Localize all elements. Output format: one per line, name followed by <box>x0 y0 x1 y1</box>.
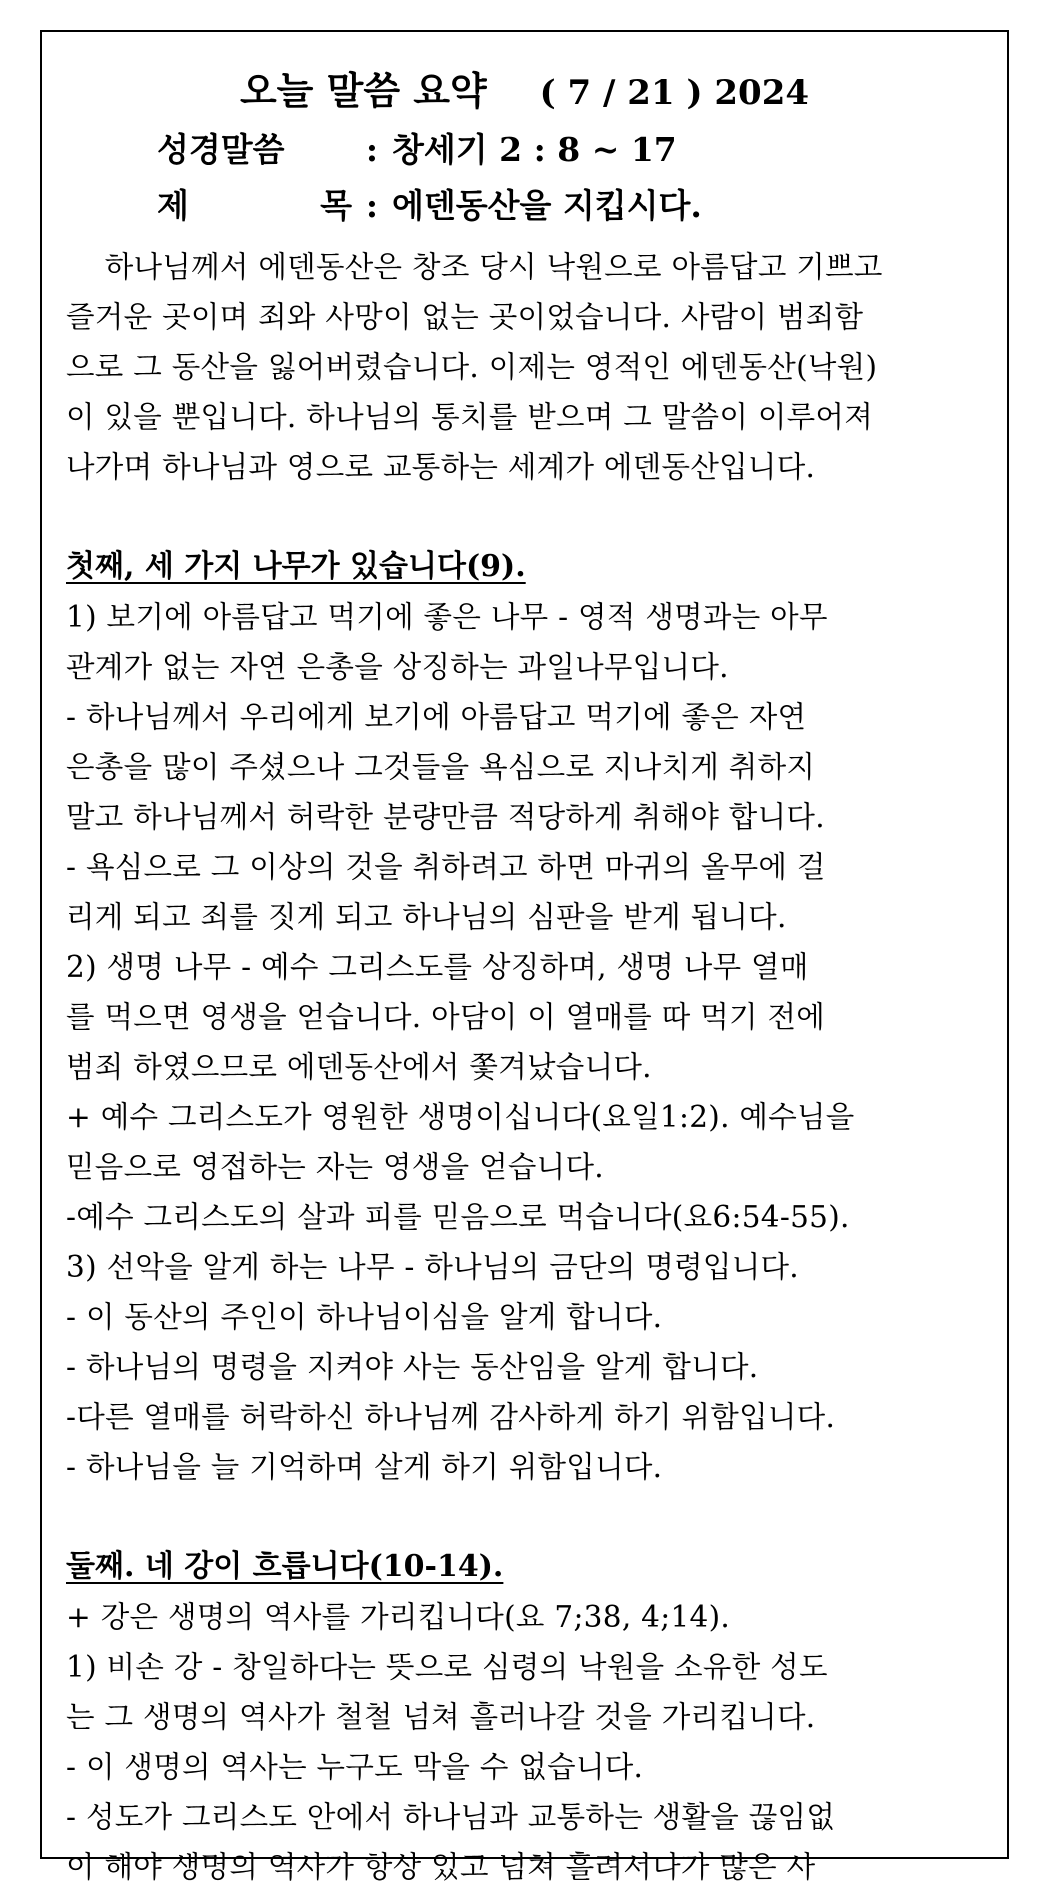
section1-line: - 하나님의 명령을 지켜야 사는 동산임을 알게 합니다. <box>66 1350 759 1384</box>
section2-line: + 강은 생명의 역사를 가리킵니다(요 7;38, 4;14). <box>66 1600 731 1634</box>
section2-line: 는 그 생명의 역사가 철철 넘쳐 흘러나갈 것을 가리킵니다. <box>66 1700 816 1734</box>
scripture-value: 창세기 2 : 8 ~ 17 <box>392 130 677 169</box>
section1-line: 3) 선악을 알게 하는 나무 - 하나님의 금단의 명령입니다. <box>66 1250 799 1284</box>
section2-heading <box>66 1542 985 1592</box>
section1-line: 2) 생명 나무 - 예수 그리스도를 상징하며, 생명 나무 열매 <box>66 950 809 984</box>
section1-line: 은총을 많이 주셨으나 그것들을 욕심으로 지나치게 취하지 <box>66 750 816 784</box>
subject-row <box>157 180 702 227</box>
section1-heading-text: 첫째, 세 가지 나무가 있습니다(9). <box>66 549 526 584</box>
section2-line: 1) 비손 강 - 창일하다는 뜻으로 심령의 낙원을 소유한 성도 <box>66 1650 828 1684</box>
title-text: 오늘 말씀 요약 <box>239 68 487 113</box>
section1-line: 말고 하나님께서 허락한 분량만큼 적당하게 취해야 합니다. <box>66 800 825 834</box>
scripture-row <box>157 124 677 171</box>
section1-line: -예수 그리스도의 살과 피를 믿음으로 먹습니다(요6:54-55). <box>66 1200 850 1234</box>
scripture-label: 성경말씀 <box>157 130 285 169</box>
subject-value: 에덴동산을 지킵시다. <box>392 186 702 225</box>
section1-line: - 하나님을 늘 기억하며 살게 하기 위함입니다. <box>66 1450 663 1484</box>
section1-line: - 하나님께서 우리에게 보기에 아름답고 먹기에 좋은 자연 <box>66 700 807 734</box>
intro-line: 즐거운 곳이며 죄와 사망이 없는 곳이었습니다. 사람이 범죄함 <box>66 300 864 334</box>
section1-line: 믿음으로 영접하는 자는 영생을 얻습니다. <box>66 1150 604 1184</box>
subject-separator: : <box>365 186 379 225</box>
page-title <box>42 60 1007 115</box>
document-frame <box>40 30 1009 1884</box>
section1-line: - 이 동산의 주인이 하나님이심을 알게 합니다. <box>66 1300 663 1334</box>
section1-line: 리게 되고 죄를 짓게 되고 하나님의 심판을 받게 됩니다. <box>66 900 787 934</box>
section2-line: - 이 생명의 역사는 누구도 막을 수 없습니다. <box>66 1750 644 1784</box>
section1-line: - 욕심으로 그 이상의 것을 취하려고 하면 마귀의 올무에 걸 <box>66 850 826 884</box>
section1-line: 를 먹으면 영생을 얻습니다. 아담이 이 열매를 따 먹기 전에 <box>66 1000 826 1034</box>
blank-line <box>66 492 985 542</box>
section1-line: 1) 보기에 아름답고 먹기에 좋은 나무 - 영적 생명과는 아무 <box>66 600 828 634</box>
scripture-separator: : <box>365 130 379 169</box>
section1-heading <box>66 542 985 592</box>
section2-line: 이 해야 생명의 역사가 항상 있고 넘쳐 흘려서나가 많은 사 <box>66 1850 816 1884</box>
section1-line: -다른 열매를 허락하신 하나님께 감사하게 하기 위함입니다. <box>66 1400 836 1434</box>
section1-line: 범죄 하였으므로 에덴동산에서 쫓겨났습니다. <box>66 1050 652 1084</box>
section2-heading-text: 둘째. 네 강이 흐릅니다(10-14). <box>66 1549 504 1584</box>
intro-line: 으로 그 동산을 잃어버렸습니다. 이제는 영적인 에덴동산(낙원) <box>66 350 878 384</box>
subject-label: 제 목 <box>157 186 352 225</box>
intro-line: 나가며 하나님과 영으로 교통하는 세계가 에덴동산입니다. <box>66 450 816 484</box>
section1-line: + 예수 그리스도가 영원한 생명이십니다(요일1:2). 예수님을 <box>66 1100 855 1134</box>
intro-line: 이 있을 뿐입니다. 하나님의 통치를 받으며 그 말씀이 이루어져 <box>66 400 874 434</box>
title-date: ( 7 / 21 ) 2024 <box>539 73 810 113</box>
blank-line <box>66 1492 985 1542</box>
section2-line: - 성도가 그리스도 안에서 하나님과 교통하는 생활을 끊임없 <box>66 1800 836 1834</box>
section1-line: 관계가 없는 자연 은총을 상징하는 과일나무입니다. <box>66 650 729 684</box>
intro-line: 하나님께서 에덴동산은 창조 당시 낙원으로 아름답고 기쁘고 <box>66 250 883 284</box>
sermon-body <box>66 242 985 1892</box>
